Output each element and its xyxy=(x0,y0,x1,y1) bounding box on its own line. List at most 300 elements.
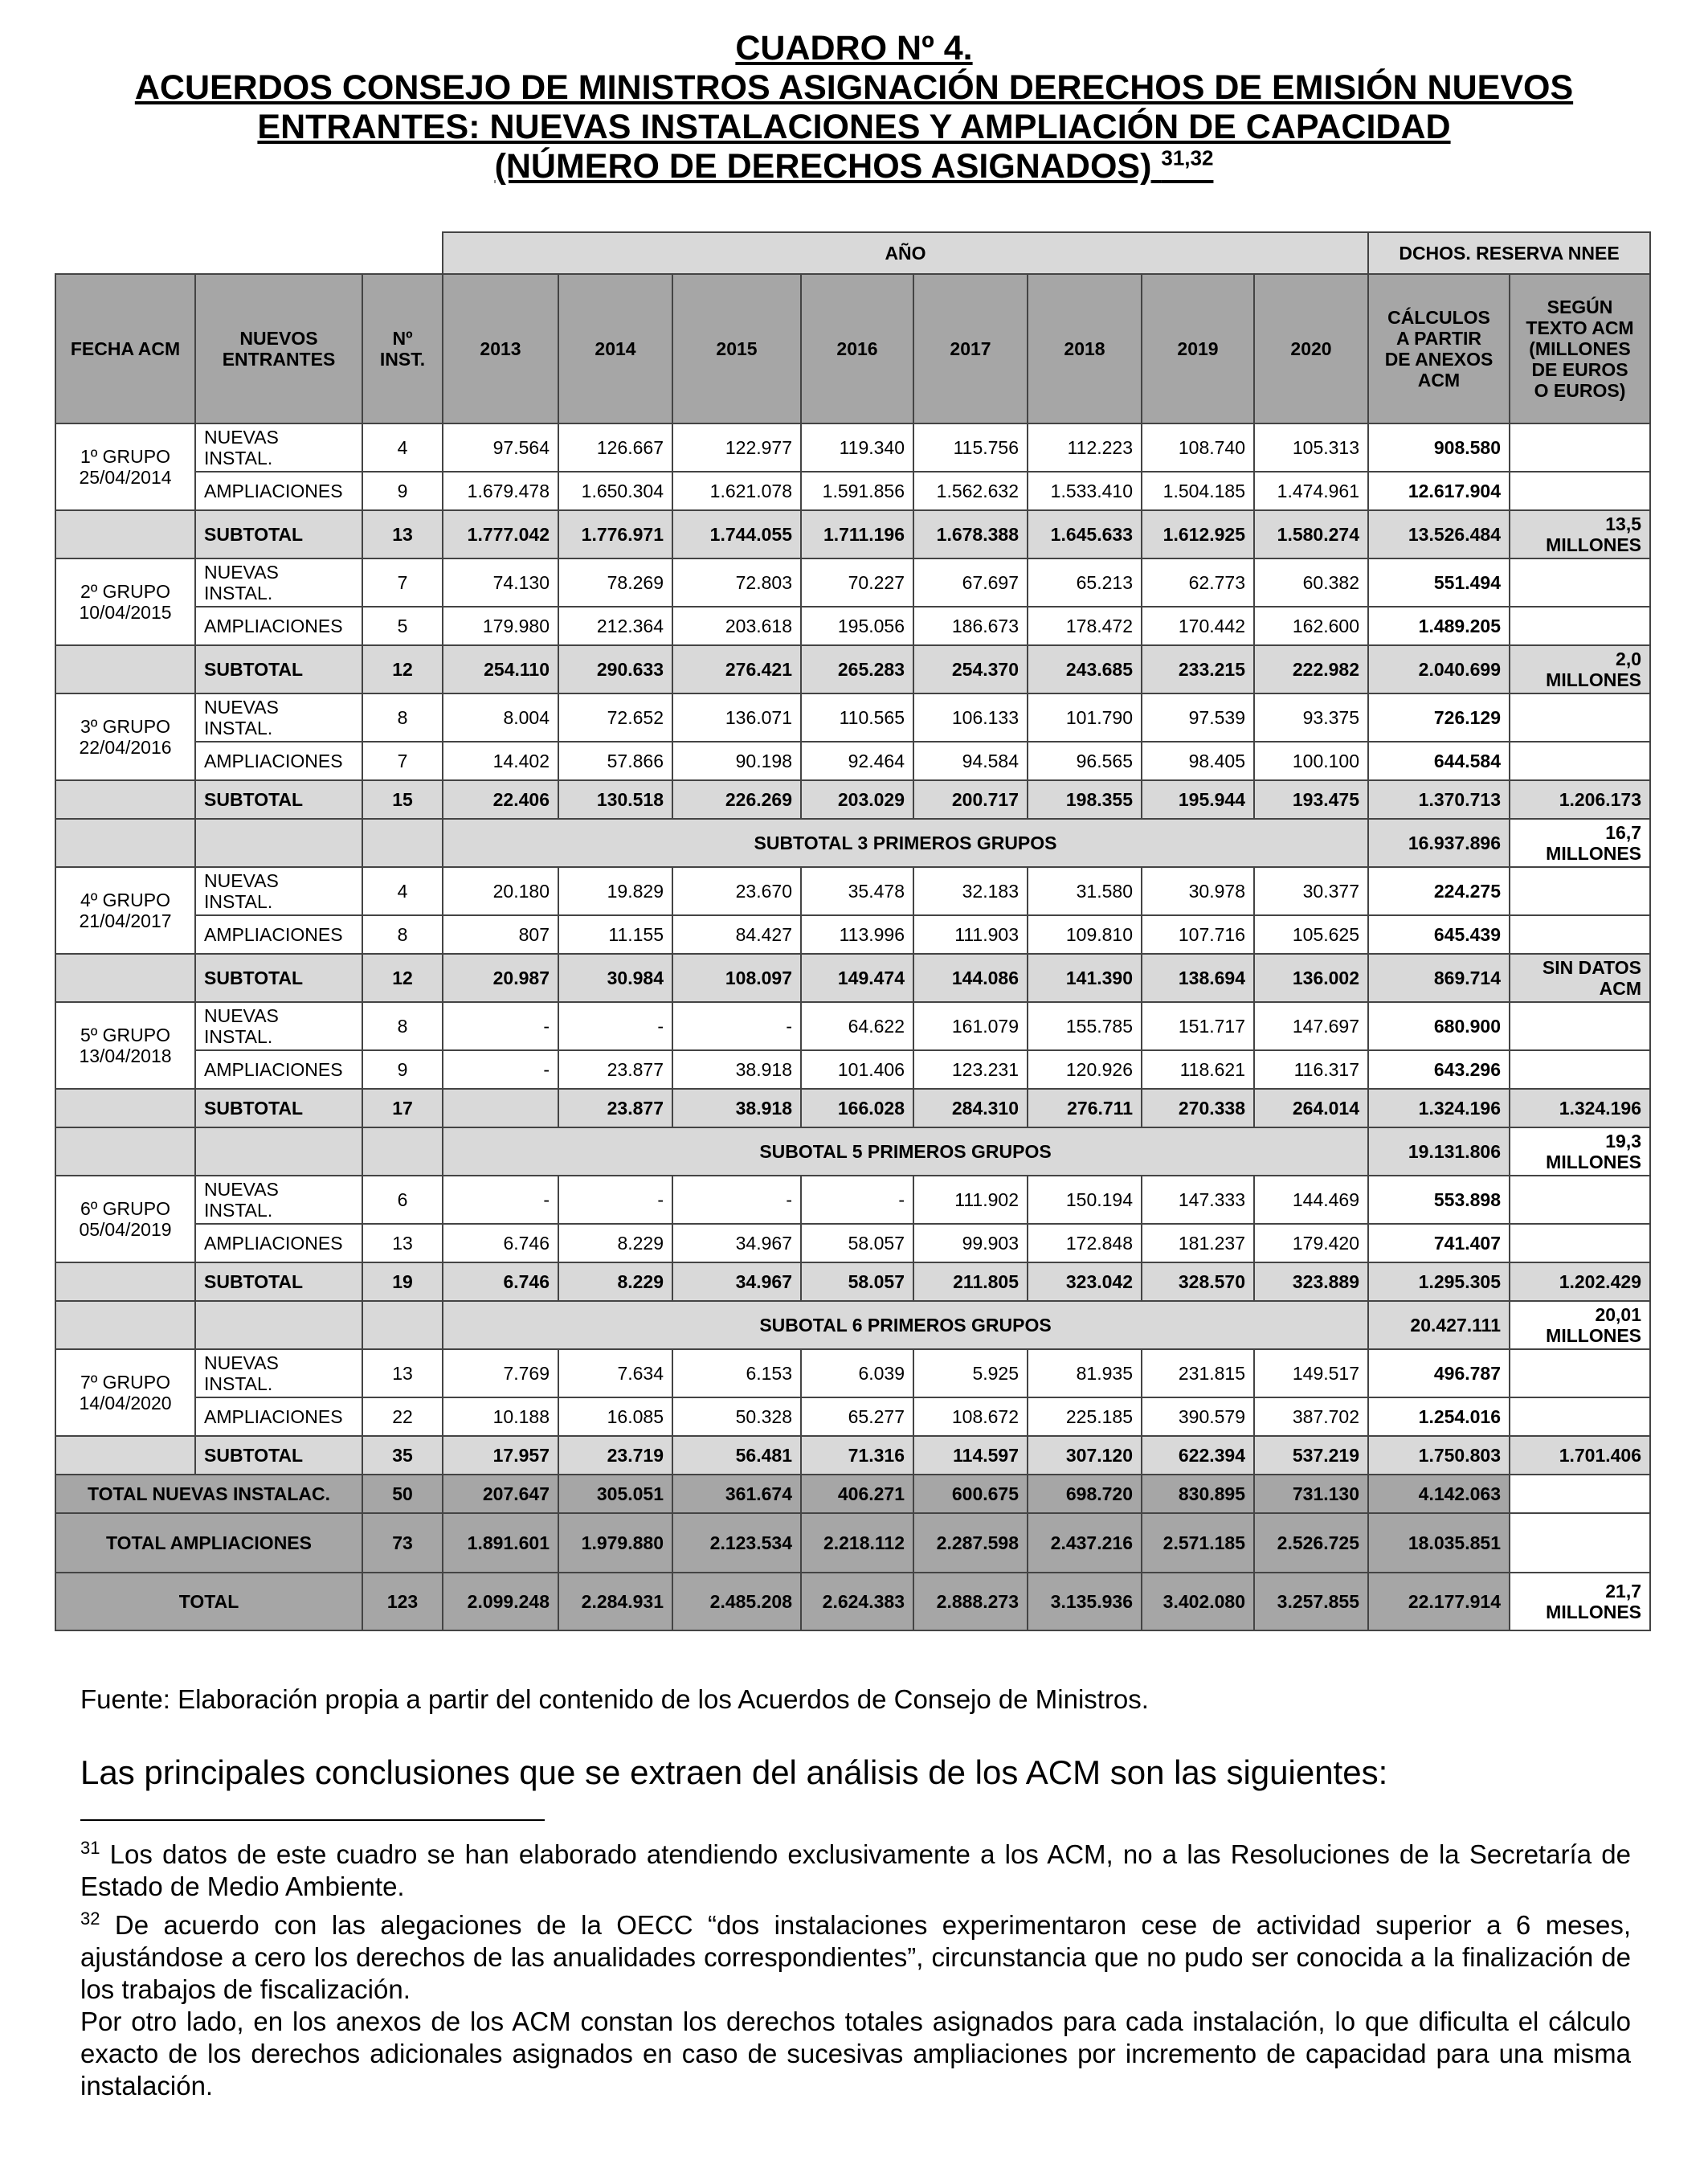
subtotal-label: SUBTOTAL xyxy=(195,1436,362,1475)
segun-value xyxy=(1510,423,1650,472)
table-row xyxy=(55,1349,1650,1397)
subtotal-n: 19 xyxy=(362,1262,443,1301)
cumulative-segun: 19,3 MILLONES xyxy=(1510,1127,1650,1176)
n-inst-value: 7 xyxy=(362,558,443,607)
row-label-nuevas: NUEVAS INSTAL. xyxy=(195,423,362,472)
header-fecha: FECHA ACM xyxy=(55,274,195,423)
year-value: 105.625 xyxy=(1254,915,1368,954)
total-value: 1.979.880 xyxy=(558,1513,672,1573)
subtotal-value: 130.518 xyxy=(558,780,672,819)
subtotal-n: 12 xyxy=(362,645,443,693)
year-value: - xyxy=(443,1002,558,1050)
year-value: 212.364 xyxy=(558,607,672,645)
year-value: 93.375 xyxy=(1254,693,1368,742)
year-value: 78.269 xyxy=(558,558,672,607)
header-year: 2013 xyxy=(443,274,558,423)
year-value: 32.183 xyxy=(913,867,1028,915)
year-value: 120.926 xyxy=(1028,1050,1142,1089)
footnote-number: 31 xyxy=(80,1838,100,1858)
total-value: 2.571.185 xyxy=(1142,1513,1254,1573)
subtotal-calc: 1.370.713 xyxy=(1368,780,1510,819)
cumulative-label: SUBOTAL 5 PRIMEROS GRUPOS xyxy=(443,1127,1368,1176)
subtotal-calc: 2.040.699 xyxy=(1368,645,1510,693)
subtotal-segun: SIN DATOS ACM xyxy=(1510,954,1650,1002)
subtotal-calc: 13.526.484 xyxy=(1368,510,1510,558)
calc-value: 551.494 xyxy=(1368,558,1510,607)
year-value: 23.670 xyxy=(672,867,801,915)
group-label: 6º GRUPO 05/04/2019 xyxy=(55,1176,195,1262)
header-year: 2014 xyxy=(558,274,672,423)
table-row xyxy=(55,1224,1650,1262)
year-value: 123.231 xyxy=(913,1050,1028,1089)
total-value: 361.674 xyxy=(672,1475,801,1513)
year-value: 35.478 xyxy=(801,867,913,915)
table-row xyxy=(55,423,1650,472)
row-label-ampliaciones: AMPLIACIONES xyxy=(195,742,362,780)
subtotal-value: 149.474 xyxy=(801,954,913,1002)
subtotal-value: 56.481 xyxy=(672,1436,801,1475)
year-value: 20.180 xyxy=(443,867,558,915)
subtotal-segun: 1.202.429 xyxy=(1510,1262,1650,1301)
calc-value: 908.580 xyxy=(1368,423,1510,472)
subtotal-calc: 1.750.803 xyxy=(1368,1436,1510,1475)
subtotal-value: 23.877 xyxy=(558,1089,672,1127)
year-value: 116.317 xyxy=(1254,1050,1368,1089)
subtotal-value: 6.746 xyxy=(443,1262,558,1301)
n-inst-value: 9 xyxy=(362,1050,443,1089)
subtotal-value: 136.002 xyxy=(1254,954,1368,1002)
subtotal-value: 211.805 xyxy=(913,1262,1028,1301)
year-value: - xyxy=(443,1050,558,1089)
segun-value xyxy=(1510,693,1650,742)
n-inst-value: 4 xyxy=(362,867,443,915)
year-value: 136.071 xyxy=(672,693,801,742)
year-value: 38.918 xyxy=(672,1050,801,1089)
subtotal-n: 13 xyxy=(362,510,443,558)
conclusion-intro: Las principales conclusiones que se extraen del análisis de los ACM son las siguientes: xyxy=(80,1753,1388,1791)
year-value: 30.377 xyxy=(1254,867,1368,915)
subtotal-value: 1.678.388 xyxy=(913,510,1028,558)
segun-value xyxy=(1510,915,1650,954)
subtotal-value: 328.570 xyxy=(1142,1262,1254,1301)
subtotal-n: 35 xyxy=(362,1436,443,1475)
subtotal-value: 141.390 xyxy=(1028,954,1142,1002)
year-value: 161.079 xyxy=(913,1002,1028,1050)
group-label: 1º GRUPO 25/04/2014 xyxy=(55,423,195,510)
title-line-1: CUADRO Nº 4. xyxy=(735,29,973,68)
total-n: 123 xyxy=(362,1573,443,1630)
year-value: 16.085 xyxy=(558,1397,672,1436)
source-note: Fuente: Elaboración propia a partir del contenido de los Acuerdos de Consejo de Ministros. xyxy=(80,1684,1149,1714)
table-body xyxy=(55,232,1650,1630)
n-inst-value: 4 xyxy=(362,423,443,472)
year-value: 72.803 xyxy=(672,558,801,607)
year-value: 1.591.856 xyxy=(801,472,913,510)
year-value: 144.469 xyxy=(1254,1176,1368,1224)
subtotal-value: 276.421 xyxy=(672,645,801,693)
subtotal-blank xyxy=(55,1089,195,1127)
year-value: 162.600 xyxy=(1254,607,1368,645)
table-title xyxy=(0,29,1708,186)
footnote xyxy=(80,2006,1631,2102)
year-value: 84.427 xyxy=(672,915,801,954)
year-value: 387.702 xyxy=(1254,1397,1368,1436)
table-row xyxy=(55,1176,1650,1224)
segun-value xyxy=(1510,1002,1650,1050)
year-value: 122.977 xyxy=(672,423,801,472)
year-value: 58.057 xyxy=(801,1224,913,1262)
total-calc: 22.177.914 xyxy=(1368,1573,1510,1630)
cumulative-blank xyxy=(195,1301,362,1349)
n-inst-value: 5 xyxy=(362,607,443,645)
subtotal-value: 1.612.925 xyxy=(1142,510,1254,558)
header-segun: SEGÚN TEXTO ACM (MILLONES DE EUROS O EUROS) xyxy=(1510,274,1650,423)
segun-value xyxy=(1510,742,1650,780)
total-value: 305.051 xyxy=(558,1475,672,1513)
year-value: 74.130 xyxy=(443,558,558,607)
total-value: 3.257.855 xyxy=(1254,1573,1368,1630)
year-value: 65.213 xyxy=(1028,558,1142,607)
year-value: 101.790 xyxy=(1028,693,1142,742)
subtotal-value: 323.889 xyxy=(1254,1262,1368,1301)
year-value: 147.697 xyxy=(1254,1002,1368,1050)
subtotal-value: 1.744.055 xyxy=(672,510,801,558)
total-value: 406.271 xyxy=(801,1475,913,1513)
subtotal-value: 22.406 xyxy=(443,780,558,819)
header-year: 2017 xyxy=(913,274,1028,423)
year-value: 118.621 xyxy=(1142,1050,1254,1089)
total-value: 2.284.931 xyxy=(558,1573,672,1630)
subtotal-label: SUBTOTAL xyxy=(195,510,362,558)
subtotal-value: 114.597 xyxy=(913,1436,1028,1475)
n-inst-value: 8 xyxy=(362,693,443,742)
subtotal-blank xyxy=(55,510,195,558)
total-segun: 21,7 MILLONES xyxy=(1510,1573,1650,1630)
year-value: 105.313 xyxy=(1254,423,1368,472)
subtotal-value: 243.685 xyxy=(1028,645,1142,693)
segun-value xyxy=(1510,1050,1650,1089)
total-value: 1.891.601 xyxy=(443,1513,558,1573)
cumulative-calc: 20.427.111 xyxy=(1368,1301,1510,1349)
year-value: 67.697 xyxy=(913,558,1028,607)
title-line-2: ACUERDOS CONSEJO DE MINISTROS ASIGNACIÓN DERECHOS DE EMISIÓN NUEVOS xyxy=(134,68,1574,107)
header-calculos: CÁLCULOS A PARTIR DE ANEXOS ACM xyxy=(1368,274,1510,423)
calc-value: 553.898 xyxy=(1368,1176,1510,1224)
year-value: 57.866 xyxy=(558,742,672,780)
total-value: 698.720 xyxy=(1028,1475,1142,1513)
group-label: 3º GRUPO 22/04/2016 xyxy=(55,693,195,780)
year-value: 6.746 xyxy=(443,1224,558,1262)
subtotal-value: 265.283 xyxy=(801,645,913,693)
header-nuevos-entrantes: NUEVOS ENTRANTES xyxy=(195,274,362,423)
year-value: 8.004 xyxy=(443,693,558,742)
subtotal-segun: 1.206.173 xyxy=(1510,780,1650,819)
year-value: 11.155 xyxy=(558,915,672,954)
year-value: 70.227 xyxy=(801,558,913,607)
table-row xyxy=(55,780,1650,819)
subtotal-value: 1.645.633 xyxy=(1028,510,1142,558)
year-value: 92.464 xyxy=(801,742,913,780)
total-value: 2.437.216 xyxy=(1028,1513,1142,1573)
calc-value: 1.254.016 xyxy=(1368,1397,1510,1436)
subtotal-value: 38.918 xyxy=(672,1089,801,1127)
subtotal-value: 193.475 xyxy=(1254,780,1368,819)
table-row xyxy=(55,274,1650,423)
total-label: TOTAL AMPLIACIONES xyxy=(55,1513,362,1573)
year-value: 172.848 xyxy=(1028,1224,1142,1262)
year-value: 178.472 xyxy=(1028,607,1142,645)
footnote-text: Por otro lado, en los anexos de los ACM constan los derechos totales asignados para cada instalación, lo que dificulta el cálculo exacto de los derechos adicionales asignados en caso de sucesivas ampliaciones por incremento de capacidad para una misma instalación. xyxy=(80,2007,1631,2101)
cumulative-segun: 16,7 MILLONES xyxy=(1510,819,1650,867)
segun-value xyxy=(1510,1397,1650,1436)
subtotal-n: 12 xyxy=(362,954,443,1002)
total-calc: 18.035.851 xyxy=(1368,1513,1510,1573)
cumulative-blank xyxy=(362,819,443,867)
subtotal-value: 284.310 xyxy=(913,1089,1028,1127)
subtotal-value: 34.967 xyxy=(672,1262,801,1301)
subtotal-blank xyxy=(55,1262,195,1301)
subtotal-value: 1.711.196 xyxy=(801,510,913,558)
cumulative-calc: 16.937.896 xyxy=(1368,819,1510,867)
subtotal-value: 138.694 xyxy=(1142,954,1254,1002)
year-value: 96.565 xyxy=(1028,742,1142,780)
cumulative-segun: 20,01 MILLONES xyxy=(1510,1301,1650,1349)
year-value: 31.580 xyxy=(1028,867,1142,915)
year-value: 64.622 xyxy=(801,1002,913,1050)
table-row xyxy=(55,867,1650,915)
subtotal-segun: 1.324.196 xyxy=(1510,1089,1650,1127)
year-value: 149.517 xyxy=(1254,1349,1368,1397)
year-value: 6.039 xyxy=(801,1349,913,1397)
n-inst-value: 7 xyxy=(362,742,443,780)
cumulative-blank xyxy=(55,819,195,867)
calc-value: 643.296 xyxy=(1368,1050,1510,1089)
total-value: 2.099.248 xyxy=(443,1573,558,1630)
row-label-ampliaciones: AMPLIACIONES xyxy=(195,915,362,954)
year-value: 62.773 xyxy=(1142,558,1254,607)
segun-value xyxy=(1510,1349,1650,1397)
year-value: 390.579 xyxy=(1142,1397,1254,1436)
subtotal-value: 233.215 xyxy=(1142,645,1254,693)
year-value: 111.902 xyxy=(913,1176,1028,1224)
year-value: 113.996 xyxy=(801,915,913,954)
header-year: 2020 xyxy=(1254,274,1368,423)
year-value: 101.406 xyxy=(801,1050,913,1089)
subtotal-value: 195.944 xyxy=(1142,780,1254,819)
year-value: 106.133 xyxy=(913,693,1028,742)
footnote-number: 32 xyxy=(80,1908,100,1929)
cumulative-blank xyxy=(55,1127,195,1176)
year-value: 94.584 xyxy=(913,742,1028,780)
year-value: 1.650.304 xyxy=(558,472,672,510)
table-row xyxy=(55,1436,1650,1475)
cumulative-blank xyxy=(362,1127,443,1176)
assignment-table xyxy=(55,231,1651,1631)
total-value: 3.135.936 xyxy=(1028,1573,1142,1630)
year-value: 97.564 xyxy=(443,423,558,472)
subtotal-label: SUBTOTAL xyxy=(195,780,362,819)
subtotal-value: 276.711 xyxy=(1028,1089,1142,1127)
year-value: 170.442 xyxy=(1142,607,1254,645)
year-value: 109.810 xyxy=(1028,915,1142,954)
year-value: 115.756 xyxy=(913,423,1028,472)
year-value: 108.740 xyxy=(1142,423,1254,472)
subtotal-n: 17 xyxy=(362,1089,443,1127)
total-value: 207.647 xyxy=(443,1475,558,1513)
group-label: 4º GRUPO 21/04/2017 xyxy=(55,867,195,954)
n-inst-value: 8 xyxy=(362,915,443,954)
subtotal-value: 222.982 xyxy=(1254,645,1368,693)
n-inst-value: 6 xyxy=(362,1176,443,1224)
year-value: 179.420 xyxy=(1254,1224,1368,1262)
table-row xyxy=(55,607,1650,645)
year-value: 107.716 xyxy=(1142,915,1254,954)
table-row xyxy=(55,1089,1650,1127)
year-value: 72.652 xyxy=(558,693,672,742)
year-value: - xyxy=(558,1176,672,1224)
cumulative-blank xyxy=(55,1301,195,1349)
total-value: 600.675 xyxy=(913,1475,1028,1513)
table-row xyxy=(55,232,1650,274)
year-value: 6.153 xyxy=(672,1349,801,1397)
cumulative-label: SUBOTAL 6 PRIMEROS GRUPOS xyxy=(443,1301,1368,1349)
total-value: 731.130 xyxy=(1254,1475,1368,1513)
year-value: 5.925 xyxy=(913,1349,1028,1397)
total-n: 50 xyxy=(362,1475,443,1513)
subtotal-value: 17.957 xyxy=(443,1436,558,1475)
row-label-nuevas: NUEVAS INSTAL. xyxy=(195,558,362,607)
year-value: 147.333 xyxy=(1142,1176,1254,1224)
header-year: 2019 xyxy=(1142,274,1254,423)
year-value: 195.056 xyxy=(801,607,913,645)
year-value: 99.903 xyxy=(913,1224,1028,1262)
year-value: 231.815 xyxy=(1142,1349,1254,1397)
subtotal-value: 58.057 xyxy=(801,1262,913,1301)
subtotal-value: 270.338 xyxy=(1142,1089,1254,1127)
row-label-nuevas: NUEVAS INSTAL. xyxy=(195,1002,362,1050)
subtotal-value: 264.014 xyxy=(1254,1089,1368,1127)
year-value: 30.978 xyxy=(1142,867,1254,915)
table-row xyxy=(55,1573,1650,1630)
subtotal-label: SUBTOTAL xyxy=(195,1089,362,1127)
calc-value: 726.129 xyxy=(1368,693,1510,742)
year-value: - xyxy=(443,1176,558,1224)
calc-value: 496.787 xyxy=(1368,1349,1510,1397)
subtotal-blank xyxy=(55,1436,195,1475)
table-row xyxy=(55,915,1650,954)
total-value: 830.895 xyxy=(1142,1475,1254,1513)
year-value: 23.877 xyxy=(558,1050,672,1089)
total-value: 3.402.080 xyxy=(1142,1573,1254,1630)
subtotal-value: 8.229 xyxy=(558,1262,672,1301)
year-value: - xyxy=(558,1002,672,1050)
total-value: 2.287.598 xyxy=(913,1513,1028,1573)
subtotal-value: 23.719 xyxy=(558,1436,672,1475)
group-label: 7º GRUPO 14/04/2020 xyxy=(55,1349,195,1436)
subtotal-value: 1.580.274 xyxy=(1254,510,1368,558)
row-label-ampliaciones: AMPLIACIONES xyxy=(195,1397,362,1436)
subtotal-value: 290.633 xyxy=(558,645,672,693)
year-value: 50.328 xyxy=(672,1397,801,1436)
subtotal-value: 254.110 xyxy=(443,645,558,693)
year-value: 1.679.478 xyxy=(443,472,558,510)
subtotal-value: 71.316 xyxy=(801,1436,913,1475)
row-label-ampliaciones: AMPLIACIONES xyxy=(195,607,362,645)
title-line-4-text: (NÚMERO DE DERECHOS ASIGNADOS) xyxy=(494,147,1152,186)
cumulative-blank xyxy=(195,1127,362,1176)
subtotal-value: 198.355 xyxy=(1028,780,1142,819)
header-year: 2018 xyxy=(1028,274,1142,423)
calc-value: 680.900 xyxy=(1368,1002,1510,1050)
n-inst-value: 8 xyxy=(362,1002,443,1050)
table-row xyxy=(55,954,1650,1002)
year-value: 19.829 xyxy=(558,867,672,915)
footnote-text: De acuerdo con las alegaciones de la OECC “dos instalaciones experimentaron cese de actividad superior a 6 meses, ajustándose a cero los derechos de las anualidades correspondientes”, circunstancia que no pudo ser conocida a la finalización de los trabajos de fiscalización. xyxy=(80,1910,1631,2004)
subtotal-value xyxy=(443,1089,558,1127)
segun-value xyxy=(1510,1224,1650,1262)
table-row xyxy=(55,742,1650,780)
subtotal-value: 307.120 xyxy=(1028,1436,1142,1475)
cumulative-calc: 19.131.806 xyxy=(1368,1127,1510,1176)
year-value: 1.474.961 xyxy=(1254,472,1368,510)
calc-value: 224.275 xyxy=(1368,867,1510,915)
total-calc: 4.142.063 xyxy=(1368,1475,1510,1513)
subtotal-blank xyxy=(55,780,195,819)
subtotal-value: 166.028 xyxy=(801,1089,913,1127)
subtotal-value: 537.219 xyxy=(1254,1436,1368,1475)
calc-value: 741.407 xyxy=(1368,1224,1510,1262)
subtotal-value: 323.042 xyxy=(1028,1262,1142,1301)
total-label: TOTAL NUEVAS INSTALAC. xyxy=(55,1475,362,1513)
total-n: 73 xyxy=(362,1513,443,1573)
year-value: 111.903 xyxy=(913,915,1028,954)
total-label: TOTAL xyxy=(55,1573,362,1630)
year-value: 90.198 xyxy=(672,742,801,780)
subtotal-value: 226.269 xyxy=(672,780,801,819)
year-value: 97.539 xyxy=(1142,693,1254,742)
subtotal-calc: 1.295.305 xyxy=(1368,1262,1510,1301)
total-value: 2.485.208 xyxy=(672,1573,801,1630)
row-label-nuevas: NUEVAS INSTAL. xyxy=(195,867,362,915)
calc-value: 645.439 xyxy=(1368,915,1510,954)
subtotal-value: 108.097 xyxy=(672,954,801,1002)
total-value: 2.123.534 xyxy=(672,1513,801,1573)
calc-value: 1.489.205 xyxy=(1368,607,1510,645)
year-value: 150.194 xyxy=(1028,1176,1142,1224)
year-value: 100.100 xyxy=(1254,742,1368,780)
year-value: 1.562.632 xyxy=(913,472,1028,510)
title-line-4 xyxy=(0,147,1708,186)
table-row xyxy=(55,558,1650,607)
year-value: 1.533.410 xyxy=(1028,472,1142,510)
footnotes xyxy=(80,1832,1631,2102)
year-value: 1.504.185 xyxy=(1142,472,1254,510)
year-value: 807 xyxy=(443,915,558,954)
total-segun xyxy=(1510,1513,1650,1573)
cumulative-label: SUBTOTAL 3 PRIMEROS GRUPOS xyxy=(443,819,1368,867)
year-value: 1.621.078 xyxy=(672,472,801,510)
cumulative-blank xyxy=(195,819,362,867)
title-footnote-refs: 31,32 xyxy=(1161,145,1214,170)
subtotal-blank xyxy=(55,954,195,1002)
total-value: 2.624.383 xyxy=(801,1573,913,1630)
year-value: - xyxy=(672,1002,801,1050)
footnote xyxy=(80,1832,1631,1903)
table-row xyxy=(55,1397,1650,1436)
year-value: 108.672 xyxy=(913,1397,1028,1436)
table-row xyxy=(55,1301,1650,1349)
footnote xyxy=(80,1903,1631,2006)
